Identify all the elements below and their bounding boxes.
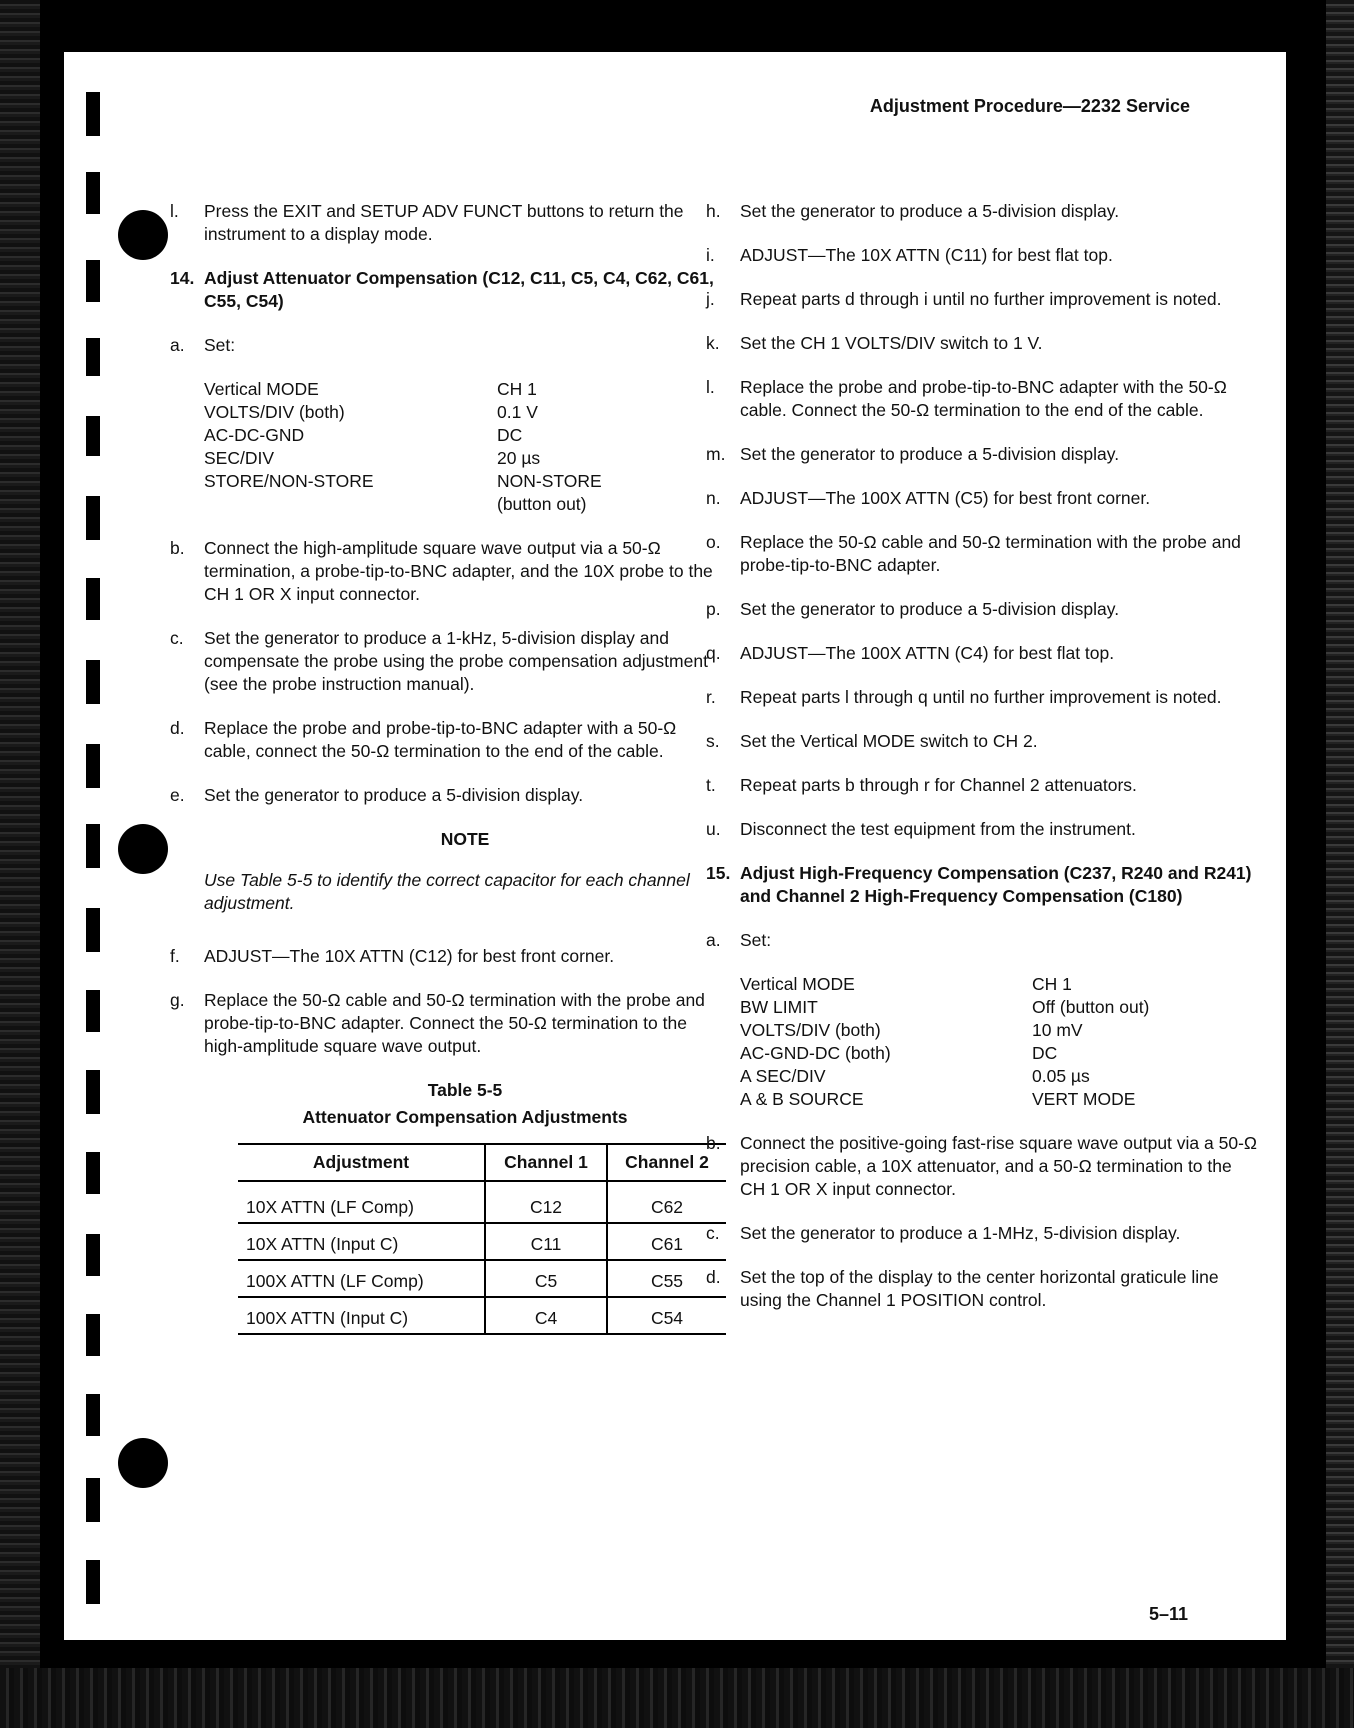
step-f	[170, 945, 726, 968]
step-marker: u.	[706, 819, 721, 839]
table-cell: C12	[485, 1181, 607, 1223]
punch-hole	[118, 210, 168, 260]
step-text: Set the generator to produce a 5-division display.	[204, 785, 584, 805]
step-l	[706, 376, 1258, 422]
step-marker: l.	[170, 201, 179, 221]
table-row	[238, 1260, 726, 1297]
table-row	[238, 1181, 726, 1223]
step-text: ADJUST—The 100X ATTN (C4) for best flat top.	[740, 643, 1115, 663]
step-text: Set the top of the display to the center horizontal graticule line using the Channel 1 POSITION control.	[740, 1267, 1219, 1310]
document-page	[64, 52, 1286, 1640]
setting-value: CH 1	[1032, 974, 1072, 994]
step-marker: c.	[170, 628, 184, 648]
table-cell: C4	[485, 1297, 607, 1334]
setting-row	[740, 1088, 1258, 1111]
binder-bar	[86, 1234, 100, 1276]
step-text: Set the CH 1 VOLTS/DIV switch to 1 V.	[740, 333, 1043, 353]
step-text: Connect the high-amplitude square wave output via a 50-Ω termination, a probe-tip-to-BNC adapter, and the 10X probe to the CH 1 OR X input connector.	[204, 538, 713, 604]
step-b	[170, 537, 726, 606]
setting-name	[204, 493, 497, 516]
step-b	[706, 1132, 1258, 1201]
setting-value: Off (button out)	[1032, 997, 1150, 1017]
note-title: NOTE	[440, 829, 490, 849]
setting-row	[740, 1019, 1258, 1042]
setting-name: AC-GND-DC (both)	[740, 1043, 891, 1063]
step-marker: c.	[706, 1223, 720, 1243]
step-marker: o.	[706, 532, 721, 552]
setting-value: 20 µs	[497, 448, 541, 468]
step-marker: e.	[170, 785, 185, 805]
column-header: Adjustment	[238, 1144, 485, 1181]
setting-row	[740, 1065, 1258, 1088]
running-header: Adjustment Procedure—2232 Service	[869, 96, 1190, 116]
binder-bar	[86, 1478, 100, 1522]
punch-hole	[118, 1438, 168, 1488]
table-cell: 100X ATTN (Input C)	[238, 1297, 485, 1334]
binder-bar	[86, 1314, 100, 1356]
column-header: Channel 1	[485, 1144, 607, 1181]
binder-bar	[86, 416, 100, 456]
binder-bar	[86, 578, 100, 620]
step-marker: h.	[706, 201, 721, 221]
step-text: Set:	[204, 335, 236, 355]
binder-bar	[86, 908, 100, 952]
binder-bar	[86, 496, 100, 540]
step-marker: s.	[706, 731, 720, 751]
binder-bar	[86, 92, 100, 136]
setting-name: Vertical MODE	[740, 974, 855, 994]
attenuator-adjustments-table	[238, 1143, 726, 1335]
page-number: 5–11	[1148, 1604, 1188, 1624]
step-text: Set the generator to produce a 1-kHz, 5-division display and compensate the probe using the probe compensation adjustment (see the probe instruction manual).	[204, 628, 708, 694]
binder-bar	[86, 744, 100, 788]
setting-value: DC	[1032, 1043, 1058, 1063]
step-marker: d.	[170, 718, 185, 738]
table-cell: C54	[607, 1297, 726, 1334]
step-text: ADJUST—The 100X ATTN (C5) for best front corner.	[740, 488, 1151, 508]
setting-row	[204, 447, 726, 470]
step-text: Repeat parts b through r for Channel 2 attenuators.	[740, 775, 1137, 795]
column-header: Channel 2	[607, 1144, 726, 1181]
setting-name: AC-DC-GND	[204, 425, 305, 445]
step-o	[706, 531, 1258, 577]
step-marker: t.	[706, 775, 716, 795]
binder-bar	[86, 824, 100, 868]
step-text: ADJUST—The 10X ATTN (C12) for best front corner.	[204, 946, 615, 966]
step-text: Connect the positive-going fast-rise square wave output via a 50-Ω precision cable, a 10X attenuator, and a 50-Ω termination to the CH 1 OR X input connector.	[740, 1133, 1257, 1199]
scan-edge-left	[0, 0, 40, 1728]
step-marker: g.	[170, 990, 185, 1010]
scan-edge-right	[1326, 0, 1354, 1728]
step-a	[170, 334, 726, 357]
step-text: Disconnect the test equipment from the instrument.	[740, 819, 1136, 839]
setting-row	[204, 493, 726, 516]
step-marker: a.	[170, 335, 185, 355]
step-d	[170, 717, 726, 763]
right-column	[706, 200, 1258, 1333]
step-c	[170, 627, 726, 696]
section-14-heading	[170, 267, 726, 313]
step-marker: k.	[706, 333, 720, 353]
setting-row	[204, 378, 726, 401]
table-subtitle: Attenuator Compensation Adjustments	[302, 1107, 628, 1127]
step-marker: m.	[706, 444, 726, 464]
table-row	[238, 1223, 726, 1260]
punch-hole	[118, 824, 168, 874]
step-text: Set the generator to produce a 5-division display.	[740, 444, 1120, 464]
setting-value: 10 mV	[1032, 1020, 1083, 1040]
settings-list	[740, 973, 1258, 1111]
section-title: Adjust Attenuator Compensation (C12, C11, C5, C4, C62, C61, C55, C54)	[204, 268, 714, 311]
step-text: Set the Vertical MODE switch to CH 2.	[740, 731, 1038, 751]
setting-row	[740, 1042, 1258, 1065]
step-q	[706, 642, 1258, 665]
step-m	[706, 443, 1258, 466]
table-cell: 10X ATTN (LF Comp)	[238, 1181, 485, 1223]
setting-row	[740, 973, 1258, 996]
table-row	[238, 1297, 726, 1334]
step-p	[706, 598, 1258, 621]
binder-bar	[86, 1394, 100, 1436]
step-t	[706, 774, 1258, 797]
setting-name: VOLTS/DIV (both)	[204, 402, 345, 422]
step-text: Repeat parts d through i until no further improvement is noted.	[740, 289, 1222, 309]
setting-row	[204, 401, 726, 424]
step-marker: n.	[706, 488, 721, 508]
note-text: Use Table 5-5 to identify the correct capacitor for each channel adjustment.	[204, 870, 690, 913]
step-text: Set:	[740, 930, 772, 950]
left-column	[170, 200, 726, 1335]
table-cell: C61	[607, 1223, 726, 1260]
step-l	[170, 200, 726, 246]
binder-bar	[86, 260, 100, 302]
binder-bar	[86, 172, 100, 214]
step-marker: b.	[170, 538, 185, 558]
setting-value: 0.1 V	[497, 402, 538, 422]
setting-value: NON-STORE	[497, 471, 602, 491]
step-text: Press the EXIT and SETUP ADV FUNCT buttons to return the instrument to a display mode.	[204, 201, 684, 244]
step-c	[706, 1222, 1258, 1245]
setting-row	[204, 470, 726, 493]
scan-edge-bottom	[0, 1668, 1354, 1728]
step-k	[706, 332, 1258, 355]
setting-value: DC	[497, 425, 523, 445]
table-cell: 10X ATTN (Input C)	[238, 1223, 485, 1260]
table-cell: C62	[607, 1181, 726, 1223]
step-e	[170, 784, 726, 807]
binder-bar	[86, 1560, 100, 1604]
setting-name: SEC/DIV	[204, 448, 275, 468]
step-marker: p.	[706, 599, 721, 619]
section-title: Adjust High-Frequency Compensation (C237, R240 and R241) and Channel 2 High-Frequency Compensation (C180)	[740, 863, 1252, 906]
table-cell: C11	[485, 1223, 607, 1260]
section-number: 15.	[706, 863, 731, 883]
step-marker: q.	[706, 643, 721, 663]
setting-name: A SEC/DIV	[740, 1066, 826, 1086]
section-15-heading	[706, 862, 1258, 908]
step-marker: b.	[706, 1133, 721, 1153]
step-a	[706, 929, 1258, 952]
step-marker: f.	[170, 946, 180, 966]
step-n	[706, 487, 1258, 510]
setting-row	[204, 424, 726, 447]
step-text: Replace the 50-Ω cable and 50-Ω termination with the probe and probe-tip-to-BNC adapter. Connect the 50-Ω termination to the high-amplitude square wave output.	[204, 990, 705, 1056]
step-g	[170, 989, 726, 1058]
step-u	[706, 818, 1258, 841]
step-marker: a.	[706, 930, 721, 950]
setting-row	[740, 996, 1258, 1019]
table-header-row	[238, 1144, 726, 1181]
step-marker: r.	[706, 687, 716, 707]
binder-bar	[86, 1070, 100, 1114]
section-number: 14.	[170, 268, 195, 288]
step-text: ADJUST—The 10X ATTN (C11) for best flat top.	[740, 245, 1113, 265]
binder-bar	[86, 338, 100, 376]
step-marker: d.	[706, 1267, 721, 1287]
step-h	[706, 200, 1258, 223]
setting-value: 0.05 µs	[1032, 1066, 1090, 1086]
step-text: Replace the probe and probe-tip-to-BNC adapter with the 50-Ω cable. Connect the 50-Ω termination to the end of the cable.	[740, 377, 1227, 420]
table-cell: 100X ATTN (LF Comp)	[238, 1260, 485, 1297]
setting-name: A & B SOURCE	[740, 1089, 864, 1109]
step-j	[706, 288, 1258, 311]
step-r	[706, 686, 1258, 709]
step-marker: i.	[706, 245, 715, 265]
setting-name: STORE/NON-STORE	[204, 471, 374, 491]
table-cell: C5	[485, 1260, 607, 1297]
table-cell: C55	[607, 1260, 726, 1297]
binder-bar	[86, 1152, 100, 1194]
step-marker: l.	[706, 377, 715, 397]
setting-value: CH 1	[497, 379, 537, 399]
step-text: Set the generator to produce a 1-MHz, 5-division display.	[740, 1223, 1181, 1243]
step-d	[706, 1266, 1258, 1312]
setting-name: Vertical MODE	[204, 379, 319, 399]
setting-name: VOLTS/DIV (both)	[740, 1020, 881, 1040]
step-text: Replace the probe and probe-tip-to-BNC adapter with a 50-Ω cable, connect the 50-Ω termination to the end of the cable.	[204, 718, 677, 761]
setting-name: BW LIMIT	[740, 997, 818, 1017]
table-title: Table 5-5	[427, 1080, 503, 1100]
step-i	[706, 244, 1258, 267]
step-marker: j.	[706, 289, 715, 309]
setting-value: (button out)	[497, 494, 587, 514]
binder-bar	[86, 660, 100, 704]
binder-bar	[86, 990, 100, 1032]
step-text: Set the generator to produce a 5-division display.	[740, 599, 1120, 619]
step-text: Repeat parts l through q until no further improvement is noted.	[740, 687, 1222, 707]
setting-value: VERT MODE	[1032, 1089, 1136, 1109]
settings-list	[204, 378, 726, 516]
step-s	[706, 730, 1258, 753]
step-text: Replace the 50-Ω cable and 50-Ω termination with the probe and probe-tip-to-BNC adapter.	[740, 532, 1241, 575]
step-text: Set the generator to produce a 5-division display.	[740, 201, 1120, 221]
